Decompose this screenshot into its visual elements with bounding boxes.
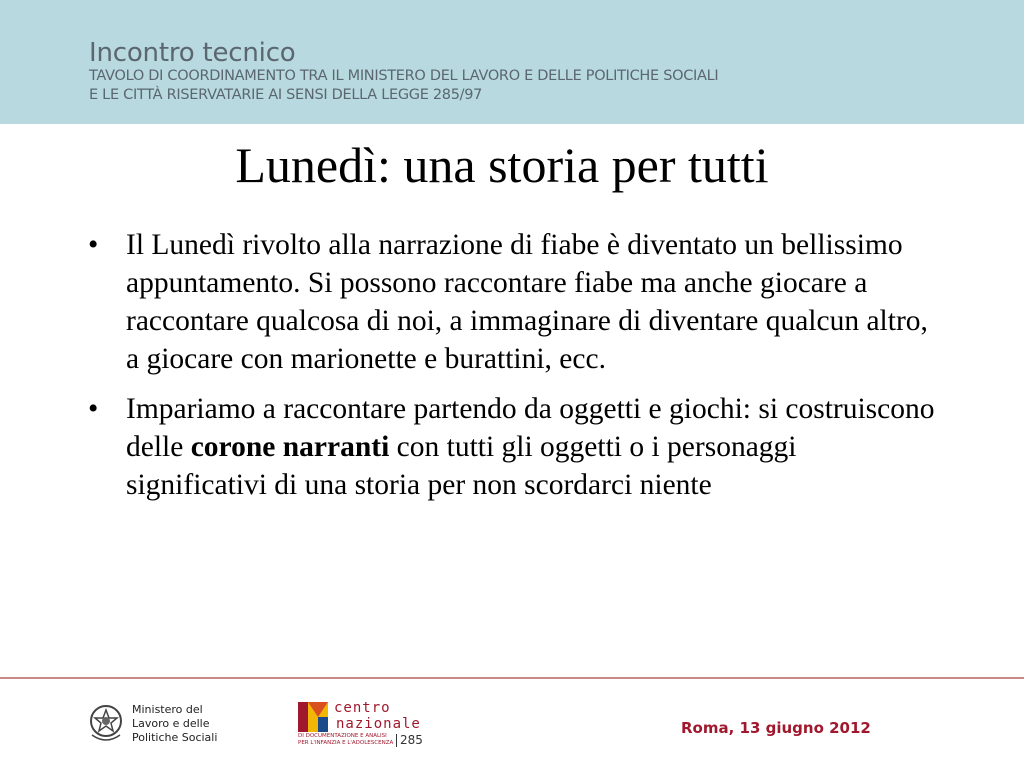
centro-wordmark <box>334 700 421 732</box>
ministry-line: Politiche Sociali <box>132 731 218 744</box>
header-subtitle-line2: E LE CITTÀ RISERVATARIE AI SENSI DELLA LEGGE 285/97 <box>89 87 483 103</box>
bullet-text-part: con tutti gli oggetti o i personaggi significativi di una storia per non scordarci niente <box>126 431 797 501</box>
header-title: Incontro tecnico <box>89 38 296 68</box>
slide-title: Lunedì: una storia per tutti <box>235 137 769 193</box>
centro-caption <box>298 733 393 747</box>
bullet-icon: • <box>88 393 99 425</box>
bullet-icon: • <box>88 229 99 261</box>
footer-date: Roma, 13 giugno 2012 <box>681 719 871 737</box>
centro-word2: nazionale <box>336 716 421 732</box>
bullet-text: Il Lunedì rivolto alla narrazione di fiabe è diventato un bellissimo appuntamento. Si possono raccontare fiabe ma anche giocare a raccontare qualcosa di noi, a immaginare di diventare qualcun altro, a giocare con marionette e burattini, ecc. <box>126 229 928 375</box>
ministry-name <box>132 703 217 745</box>
bullet-text-bold: corone narranti <box>190 431 390 463</box>
bullet-item <box>88 390 938 504</box>
centro-number: 285 <box>396 734 423 747</box>
bullet-text-part: Impariamo a raccontare partendo da oggetti e giochi: si costruiscono delle <box>126 393 935 463</box>
bullet-item <box>88 226 938 378</box>
footer-divider <box>0 677 1024 679</box>
centro-caption-line: PER L'INFANZIA E L'ADOLESCENZA <box>298 740 394 746</box>
centro-word1: centro <box>334 700 391 716</box>
bullet-list <box>88 226 938 516</box>
bullet-text <box>126 393 935 501</box>
ministry-line: Ministero del <box>132 703 203 716</box>
header-subtitle-line1: TAVOLO DI COORDINAMENTO TRA IL MINISTERO DEL LAVORO E DELLE POLITICHE SOCIALI <box>89 68 719 84</box>
centro-caption-line: DI DOCUMENTAZIONE E ANALISI <box>298 733 387 739</box>
emblem-icon <box>86 701 126 745</box>
ministry-line: Lavoro e delle <box>132 717 210 730</box>
